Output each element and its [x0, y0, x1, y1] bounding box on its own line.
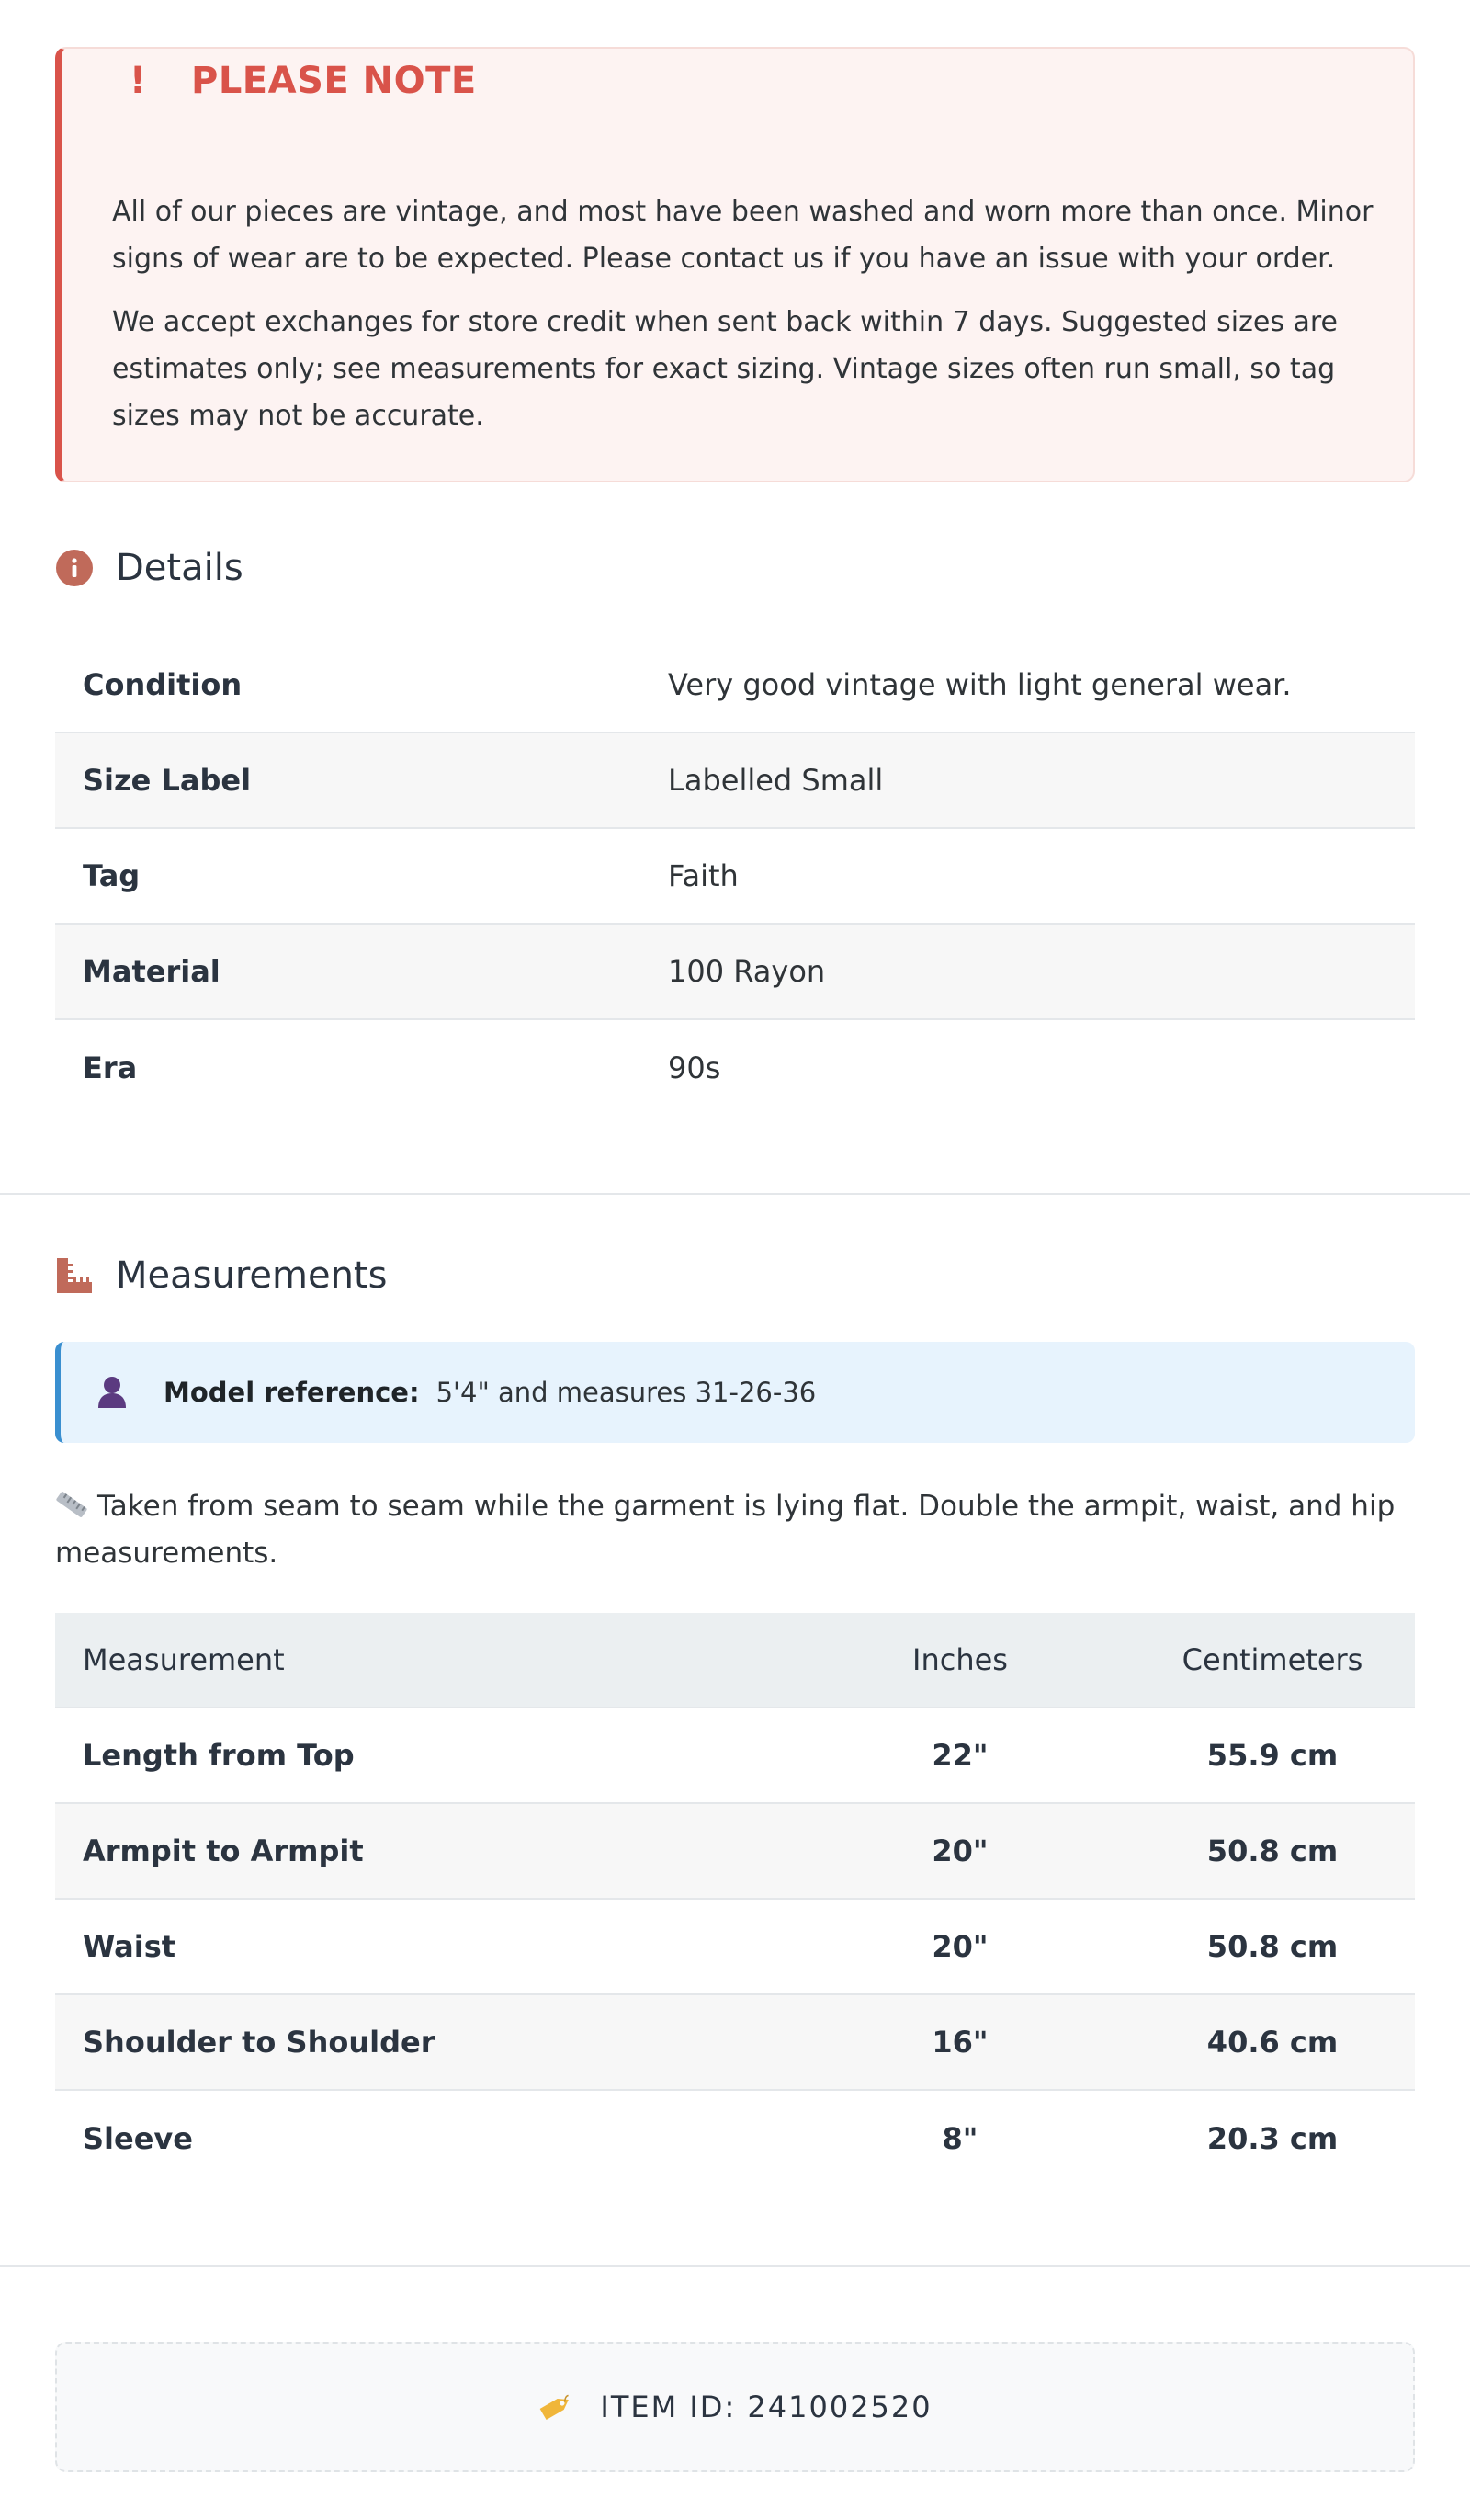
info-icon	[55, 549, 94, 587]
table-row	[55, 1708, 1415, 1804]
measurement-inches: 8"	[942, 2121, 978, 2156]
details-row	[55, 638, 1415, 733]
measurements-header	[55, 1254, 387, 1297]
section-divider	[0, 1193, 1470, 1195]
table-row	[55, 1995, 1415, 2091]
please-note-title: PLEASE NOTE	[191, 60, 477, 102]
measurement-inches: 20"	[932, 1929, 989, 1964]
details-row	[55, 1020, 1415, 1116]
measurement-cm: 55.9 cm	[1206, 1738, 1339, 1773]
column-header-measurement: Measurement	[83, 1642, 285, 1677]
details-header	[55, 547, 243, 589]
person-icon	[96, 1375, 129, 1410]
details-value: 100 Rayon	[668, 954, 826, 989]
measurements-title: Measurements	[116, 1254, 388, 1297]
section-divider	[0, 2265, 1470, 2267]
table-row	[55, 1900, 1415, 1995]
details-label: Material	[83, 954, 220, 989]
details-row	[55, 925, 1415, 1020]
details-table	[55, 638, 1415, 1116]
measurements-table	[55, 1613, 1415, 2186]
please-note-box	[55, 47, 1415, 482]
measurement-name: Shoulder to Shoulder	[83, 2025, 435, 2060]
please-note-header	[119, 60, 477, 102]
measurement-inches: 22"	[932, 1738, 989, 1773]
ruler-icon	[55, 1490, 88, 1519]
measurement-method-text: Taken from seam to seam while the garment is lying flat. Double the armpit, waist, and hip measurements.	[55, 1490, 1396, 1570]
ruler-icon	[55, 1256, 94, 1295]
details-title: Details	[116, 547, 243, 589]
measurement-cm: 40.6 cm	[1206, 2025, 1339, 2060]
model-reference-box	[55, 1342, 1415, 1443]
exclamation-icon: !	[129, 60, 147, 102]
model-reference-value: 5'4" and measures 31-26-36	[435, 1377, 817, 1408]
measurement-cm: 50.8 cm	[1206, 1929, 1339, 1964]
column-header-inches: Inches	[912, 1642, 1008, 1677]
measurement-name: Waist	[83, 1929, 176, 1964]
model-reference-label: Model reference:	[164, 1377, 420, 1408]
details-value: 90s	[668, 1050, 721, 1085]
tag-icon	[537, 2391, 574, 2423]
measurement-name: Armpit to Armpit	[83, 1833, 364, 1868]
measurement-cm: 20.3 cm	[1206, 2121, 1339, 2156]
please-note-paragraph-2: We accept exchanges for store credit when sent back within 7 days. Suggested sizes are estimates only; see measurements for exact sizing. Vintage sizes often run small, so tag sizes may not be accurate.	[112, 306, 1339, 432]
measurement-name: Sleeve	[83, 2121, 193, 2156]
details-row	[55, 829, 1415, 925]
details-value: Faith	[668, 858, 739, 893]
please-note-paragraph-1: All of our pieces are vintage, and most have been washed and worn more than once. Minor signs of wear are to be expected. Please contact us if you have an issue with your order.	[112, 196, 1374, 275]
details-label: Tag	[83, 858, 141, 893]
details-label: Condition	[83, 667, 243, 702]
details-label: Era	[83, 1050, 138, 1085]
measurement-cm: 50.8 cm	[1206, 1833, 1339, 1868]
column-header-centimeters: Centimeters	[1182, 1642, 1363, 1677]
measurement-method-note	[55, 1483, 1396, 1577]
item-id-box	[55, 2342, 1415, 2472]
measurement-name: Length from Top	[83, 1738, 355, 1773]
details-label: Size Label	[83, 763, 252, 798]
table-row	[55, 1804, 1415, 1900]
details-row	[55, 733, 1415, 829]
measurement-inches: 16"	[932, 2025, 989, 2060]
details-value: Labelled Small	[668, 763, 884, 798]
item-id: ITEM ID: 241002520	[600, 2389, 933, 2424]
table-row	[55, 2091, 1415, 2186]
details-value: Very good vintage with light general wear.	[668, 667, 1292, 702]
measurement-inches: 20"	[932, 1833, 989, 1868]
table-header-row	[55, 1613, 1415, 1708]
